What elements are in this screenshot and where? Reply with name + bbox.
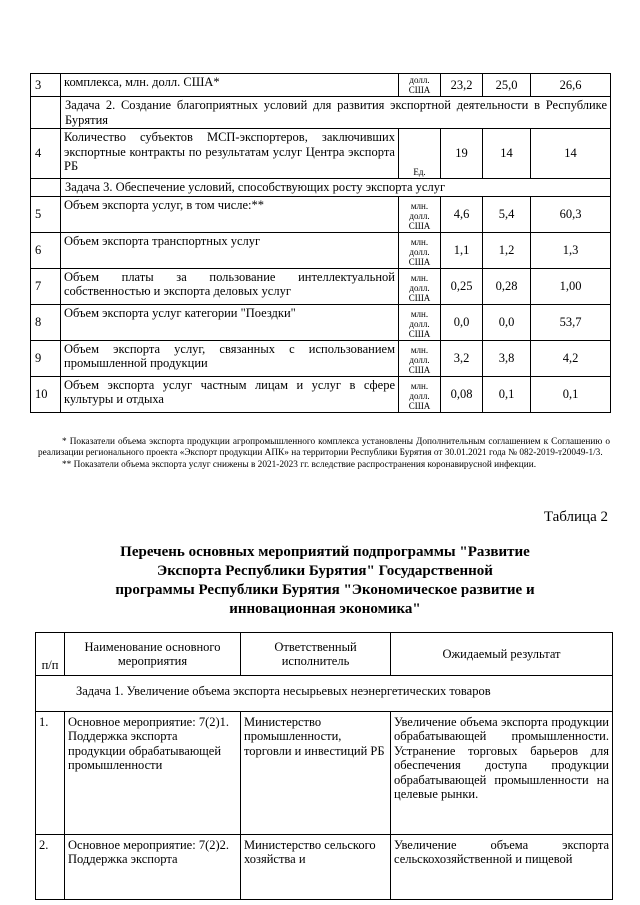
table-row: [31, 129, 611, 179]
table-row: [31, 340, 611, 376]
header-result: Ожидаемый результат: [391, 633, 613, 676]
indicator-unit: млн. долл. США: [399, 340, 441, 376]
table-row: [36, 834, 613, 899]
page-title: [110, 543, 540, 619]
value-1: 0,08: [441, 376, 483, 412]
value-2: 5,4: [483, 196, 531, 232]
value-1: 3,2: [441, 340, 483, 376]
value-1: 19: [441, 129, 483, 179]
row-number: 6: [31, 232, 61, 268]
indicator-name: Количество субъектов МСП-экспортеров, заключивших экспортные контракты по результатам услуг Центра экспорта РБ: [61, 129, 399, 179]
table-row: [31, 232, 611, 268]
row-number: 7: [31, 268, 61, 304]
indicator-name: Объем экспорта услуг, связанных с использованием промышленной продукции: [61, 340, 399, 376]
value-2: 1,2: [483, 232, 531, 268]
title-line: инновационная экономика": [229, 601, 421, 617]
header-name: Наименование основного мероприятия: [65, 633, 241, 676]
value-1: 0,0: [441, 304, 483, 340]
value-2: 0,0: [483, 304, 531, 340]
value-1: 1,1: [441, 232, 483, 268]
indicator-name: Объем экспорта услуг, в том числе:**: [61, 196, 399, 232]
title-line: Экспорта Республики Бурятия" Государственной: [157, 563, 493, 579]
task-3: Задача 3. Обеспечение условий, способствующих росту экспорта услуг: [61, 179, 611, 197]
table-row: [31, 376, 611, 412]
value-2: 25,0: [483, 74, 531, 97]
title-line: Перечень основных мероприятий подпрограммы "Развитие: [120, 544, 530, 560]
indicator-unit: млн. долл. США: [399, 376, 441, 412]
table-row: [31, 268, 611, 304]
task-1: Задача 1. Увеличение объема экспорта несырьевых неэнергетических товаров: [36, 676, 613, 712]
table-row: [31, 304, 611, 340]
value-3: 14: [531, 129, 611, 179]
table-row: [31, 74, 611, 97]
row-number: 5: [31, 196, 61, 232]
row-number: 10: [31, 376, 61, 412]
value-2: 14: [483, 129, 531, 179]
table-label: Таблица 2: [543, 509, 608, 525]
footnote-2: ** Показатели объема экспорта услуг снижены в 2021-2023 гг. вследствие распространения коронавирусной инфекции.: [62, 459, 537, 470]
value-3: 0,1: [531, 376, 611, 412]
indicator-name: Объем экспорта транспортных услуг: [61, 232, 399, 268]
task-row: [36, 676, 613, 712]
value-1: 0,25: [441, 268, 483, 304]
task-2: Задача 2. Создание благоприятных условий для развития экспортной деятельности в Республике Бурятия: [61, 97, 611, 129]
value-3: 4,2: [531, 340, 611, 376]
value-2: 3,8: [483, 340, 531, 376]
indicator-name: Объем экспорта услуг категории "Поездки": [61, 304, 399, 340]
value-2: 0,1: [483, 376, 531, 412]
value-1: 23,2: [441, 74, 483, 97]
row-number: 4: [31, 129, 61, 179]
footnote-1: * Показатели объема экспорта продукции агропромышленного комплекса установлены Дополнительным соглашением к Соглашению о реализации регионального проекта «Экспорт продукции АПК» на территории Республики Бурятия от 30.01.2021 года № 082-2019-т20049-1/3.: [38, 437, 610, 459]
value-3: 1,3: [531, 232, 611, 268]
table-row: [36, 711, 613, 834]
row-number: 9: [31, 340, 61, 376]
indicator-name: комплекса, млн. долл. США*: [61, 74, 399, 97]
task-row: [31, 97, 611, 129]
measure-executor: Министерство сельского хозяйства и: [241, 834, 391, 899]
value-3: 60,3: [531, 196, 611, 232]
table-header: [36, 633, 613, 676]
table-row: [31, 196, 611, 232]
task-row: [31, 179, 611, 197]
header-executor: Ответственный исполнитель: [241, 633, 391, 676]
value-3: 26,6: [531, 74, 611, 97]
measure-executor: Министерство промышленности, торговли и инвестиций РБ: [241, 711, 391, 834]
value-1: 4,6: [441, 196, 483, 232]
indicators-table: [30, 73, 611, 413]
indicator-unit: млн. долл. США: [399, 304, 441, 340]
measure-name: Основное мероприятие: 7(2)2. Поддержка экспорта: [65, 834, 241, 899]
measure-result: Увеличение объема экспорта сельскохозяйственной и пищевой: [391, 834, 613, 899]
indicator-unit: долл. США: [399, 74, 441, 97]
measures-table: [35, 632, 613, 900]
indicator-name: Объем экспорта услуг частным лицам и услуг в сфере культуры и отдыха: [61, 376, 399, 412]
row-number: 3: [31, 74, 61, 97]
row-number: 8: [31, 304, 61, 340]
title-line: программы Республики Бурятия "Экономическое развитие и: [115, 582, 535, 598]
row-number: 2.: [36, 834, 65, 899]
indicator-unit: млн. долл. США: [399, 196, 441, 232]
measure-name: Основное мероприятие: 7(2)1. Поддержка экспорта продукции обрабатывающей промышленности: [65, 711, 241, 834]
value-3: 1,00: [531, 268, 611, 304]
indicator-unit: млн. долл. США: [399, 268, 441, 304]
value-3: 53,7: [531, 304, 611, 340]
header-num: п/п: [36, 633, 65, 676]
indicator-unit: млн. долл. США: [399, 232, 441, 268]
indicator-unit: Ед.: [399, 129, 441, 179]
row-number: 1.: [36, 711, 65, 834]
footnotes: [38, 437, 610, 471]
measure-result: Увеличение объема экспорта продукции обрабатывающей промышленности. Устранение торговых барьеров для обеспечения доступа продукции обрабатывающей промышленности на целевые рынки.: [391, 711, 613, 834]
indicator-name: Объем платы за пользование интеллектуальной собственностью и экспорта деловых услуг: [61, 268, 399, 304]
value-2: 0,28: [483, 268, 531, 304]
